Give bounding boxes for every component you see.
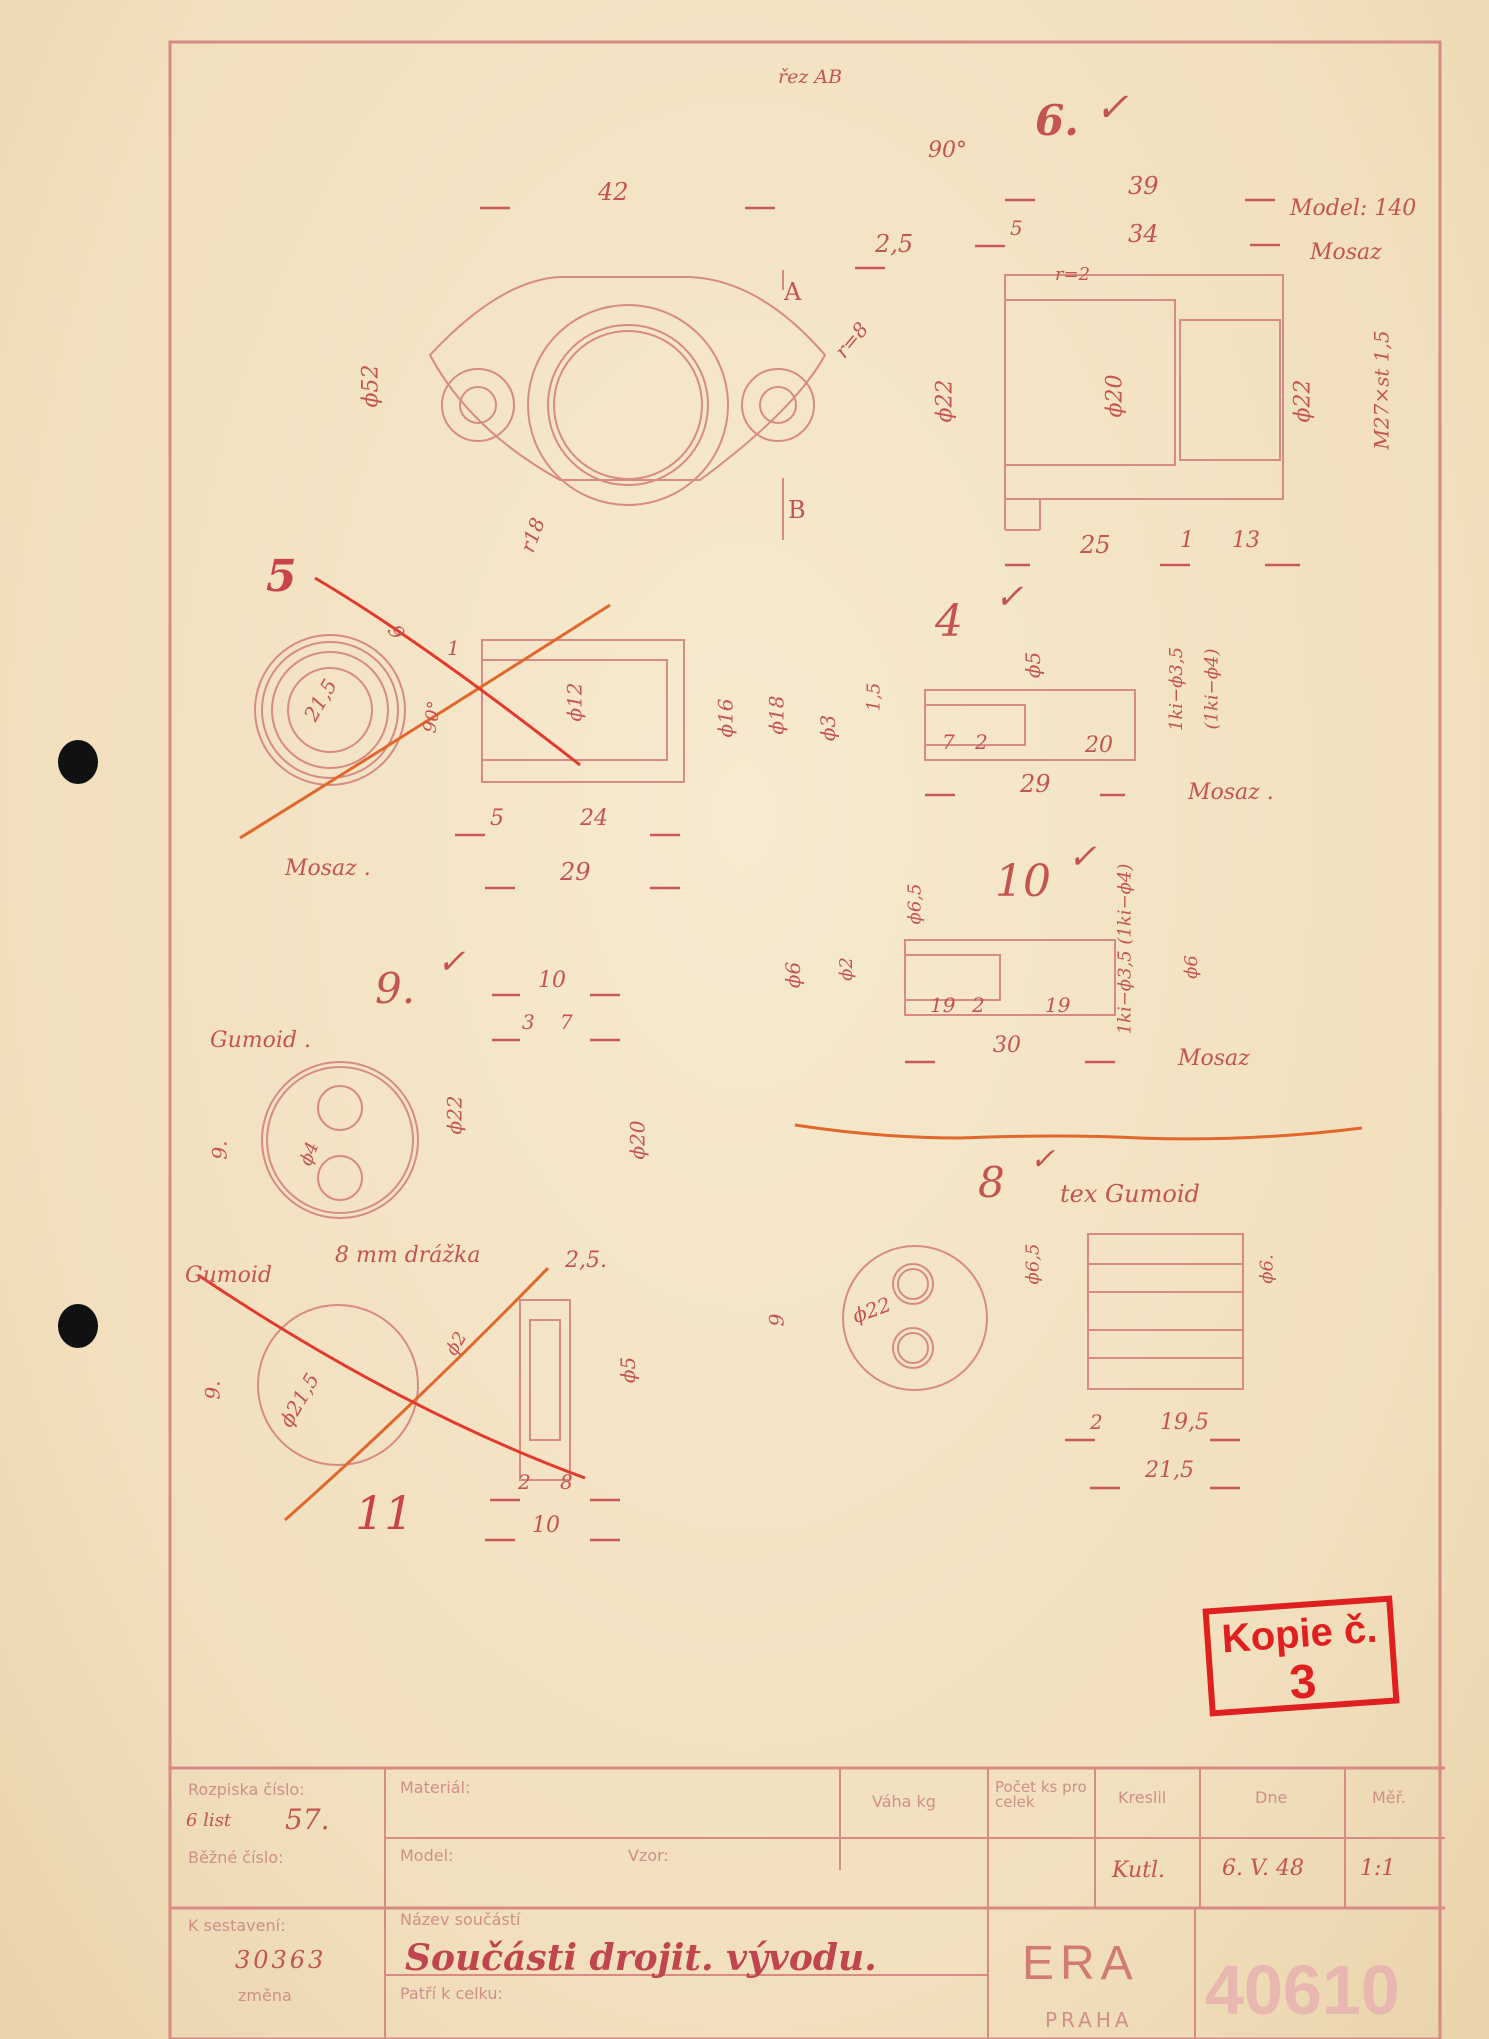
check-mark: ✓ <box>1030 1142 1056 1177</box>
material-note: Mosaz <box>1178 1046 1250 1071</box>
dimension: 10 <box>532 1513 560 1538</box>
material-note: Mosaz <box>1310 240 1382 265</box>
dimension: ϕ6,5 <box>1022 1243 1044 1285</box>
company-city: PRAHA <box>1045 2008 1133 2032</box>
part-number-11: 11 <box>355 1486 414 1540</box>
label-patri: Patří k celku: <box>400 1984 503 2003</box>
part-number-4: 4 <box>935 596 963 647</box>
check-mark: ✓ <box>1095 85 1129 131</box>
dimension: 20 <box>1085 733 1113 758</box>
dimension: ϕ20 <box>1102 374 1128 418</box>
dimension: 1ki−ϕ3,5 (1ki−ϕ4) <box>1114 863 1136 1035</box>
dimension: 24 <box>580 806 608 831</box>
label-kreslil: Kreslil <box>1118 1788 1167 1807</box>
material-note: Mosaz . <box>285 856 371 881</box>
dimension: 25 <box>1080 531 1111 559</box>
label-zmena: změna <box>238 1986 292 2005</box>
dimension: ϕ5 <box>1021 651 1046 679</box>
dimension: 30 <box>993 1033 1021 1058</box>
model-note: Model: 140 <box>1290 196 1417 221</box>
dimension: ϕ20 <box>625 1120 650 1160</box>
part-number-6: 6. <box>1035 96 1079 145</box>
check-mark: ✓ <box>1068 837 1097 877</box>
dimension: 13 <box>1232 528 1260 553</box>
groove-note: 8 mm drážka <box>335 1243 481 1268</box>
dimension: ϕ21,5 <box>274 1368 325 1432</box>
dimension: ϕ22 <box>442 1095 467 1135</box>
dimension: 34 <box>1128 220 1159 248</box>
dimension: 1ki−ϕ3,5 <box>1166 646 1188 732</box>
material-note: Gumoid <box>185 1263 272 1288</box>
dimension: r18 <box>515 514 550 556</box>
dimension: 5 <box>1010 216 1023 240</box>
dimension: 29 <box>560 858 591 886</box>
dimension: ϕ5 <box>616 1356 641 1384</box>
dimension: 10 <box>538 968 566 993</box>
dimension: 7 <box>942 730 955 754</box>
dimension: ϕ6 <box>1180 955 1202 979</box>
dimension: r=8 <box>829 317 874 363</box>
dimension: ϕ22 <box>849 1292 895 1328</box>
dimension: 1,5 <box>863 682 885 712</box>
dimension: r=2 <box>1055 264 1091 285</box>
dimension: 8 <box>560 1470 573 1494</box>
dimension: 2 <box>518 1470 531 1494</box>
dimension: 2 <box>1090 1410 1103 1434</box>
material-note: Gumoid . <box>210 1028 311 1053</box>
dimension: 90° <box>419 699 446 735</box>
company-name: ERA <box>1022 1937 1139 1990</box>
part-number-9: 9. <box>375 964 416 1013</box>
dimension: 29 <box>1020 770 1051 798</box>
label-material: Materiál: <box>400 1778 471 1797</box>
dimension: ϕ4 <box>295 1139 324 1169</box>
label-sestaveni: K sestavení: <box>188 1916 286 1935</box>
section-mark-b: B <box>788 496 806 524</box>
section-mark-a: A <box>784 278 802 306</box>
dimension: 39 <box>1128 172 1159 200</box>
dimension: 2 <box>972 993 985 1017</box>
part-number-8: 8 <box>978 1158 1005 1207</box>
dimension: ϕ16 <box>713 698 738 738</box>
dimension: (1ki−ϕ4) <box>1201 648 1223 730</box>
part-number-10: 10 <box>995 856 1051 907</box>
copy-stamp <box>1202 1596 1399 1717</box>
dimension: ϕ3 <box>816 714 841 742</box>
label-rozpiska: Rozpiska číslo: <box>188 1780 305 1799</box>
label-bezne: Běžné číslo: <box>188 1848 284 1867</box>
check-mark: ✓ <box>437 942 466 982</box>
dimension: ϕ2 <box>835 957 857 981</box>
value-rozpiska: 57. <box>285 1803 330 1836</box>
dimension: 21,5 <box>298 674 342 726</box>
stamp-label: Kopie č. <box>1220 1606 1379 1662</box>
check-mark: ✓ <box>995 577 1024 617</box>
value-rozpiska-prefix: 6 list <box>186 1810 232 1831</box>
dimension: ϕ18 <box>764 695 789 735</box>
value-dne: 6. V. 48 <box>1222 1856 1305 1881</box>
dimension: ϕ22 <box>1290 379 1316 423</box>
label-model: Model: <box>400 1846 454 1865</box>
value-sestaveni: 30363 <box>235 1946 327 1974</box>
dimension: ϕ52 <box>358 364 384 408</box>
dimension: 2,5 <box>875 230 914 258</box>
dimension: 21,5 <box>1145 1458 1194 1483</box>
stamp-number: 3 <box>1287 1655 1319 1710</box>
dimension: 9 <box>382 620 410 644</box>
dimension: M27×st 1,5 <box>1369 330 1394 450</box>
label-dne: Dne <box>1255 1788 1288 1807</box>
dimension: 9 <box>764 1313 789 1327</box>
dimension: 3 <box>522 1010 535 1034</box>
label-nazev: Název součástí <box>400 1910 521 1929</box>
dimension: 7 <box>560 1010 573 1034</box>
dimension: ϕ2 <box>441 1328 472 1360</box>
dimension: 19,5 <box>1160 1410 1209 1435</box>
dimension: ϕ6 <box>781 961 806 989</box>
dimension: 19 <box>930 993 956 1017</box>
section-label: řez AB <box>778 66 843 88</box>
dimension: 42 <box>598 178 629 206</box>
part-name: Součásti drojit. vývodu. <box>405 1937 877 1979</box>
value-kreslil: Kutl. <box>1112 1858 1165 1883</box>
dimension: 9. <box>200 1380 225 1400</box>
dimension: 9. <box>207 1140 232 1160</box>
dimension: ϕ22 <box>932 379 958 423</box>
dimension: 5 <box>490 806 504 831</box>
dimension: 19 <box>1045 993 1071 1017</box>
part-number-5: 5 <box>266 551 297 602</box>
material-note: Mosaz . <box>1188 780 1274 805</box>
dimension: ϕ6. <box>1256 1254 1278 1284</box>
label-meritko: Měř. <box>1372 1788 1406 1807</box>
label-vaha: Váha kg <box>872 1792 936 1811</box>
dimension: ϕ12 <box>562 682 587 722</box>
dimension: 90° <box>928 138 967 163</box>
label-vzor: Vzor: <box>628 1846 669 1865</box>
dimension: 1 <box>1180 528 1194 553</box>
dimension: 2,5. <box>565 1248 607 1273</box>
dimension: ϕ6,5 <box>904 883 926 925</box>
label-pocet: Počet ks pro celek <box>995 1778 1087 1811</box>
drawing-number: 40610 <box>1205 1951 1400 2029</box>
value-meritko: 1:1 <box>1360 1856 1396 1881</box>
dimension: 2 <box>975 730 988 754</box>
dimension: 1 <box>447 636 460 660</box>
material-note: tex Gumoid <box>1060 1180 1200 1208</box>
